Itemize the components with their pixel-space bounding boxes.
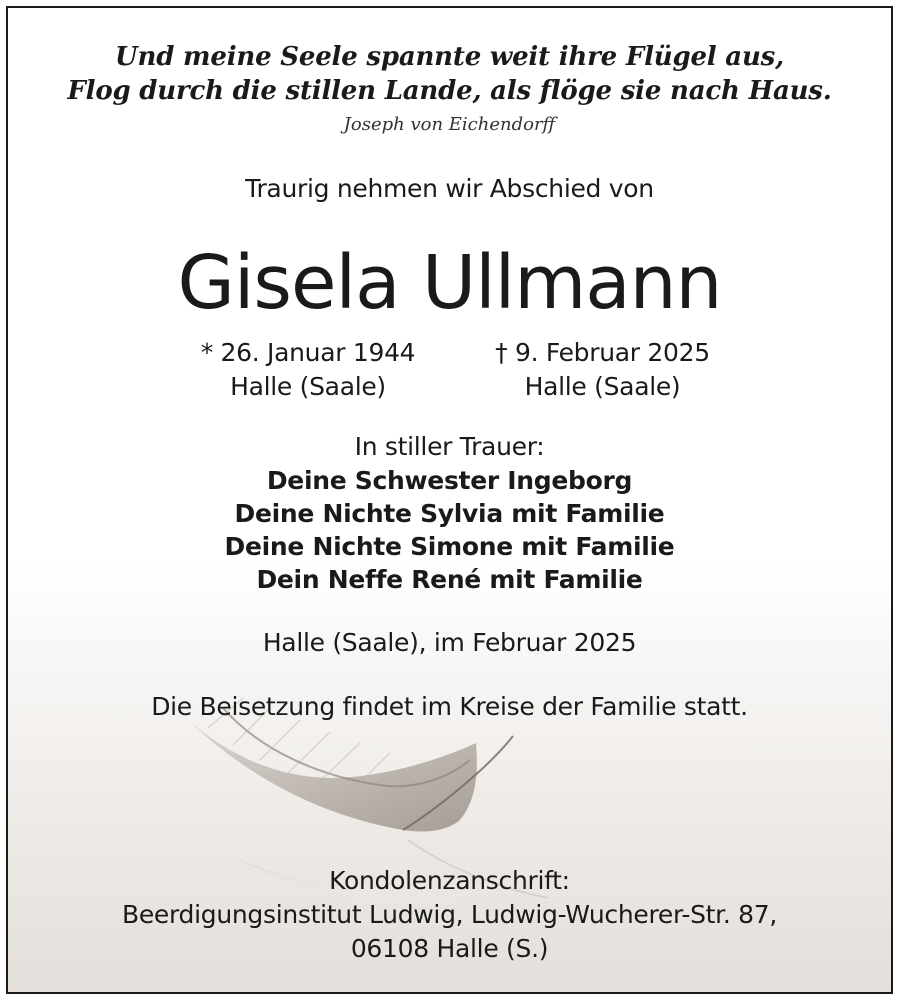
deceased-name: Gisela Ullmann: [177, 240, 722, 326]
condolence-heading: Kondolenzanschrift:: [329, 866, 570, 895]
condolence-address-line-2: 06108 Halle (S.): [350, 934, 549, 963]
birth-place: Halle (Saale): [230, 372, 386, 401]
intro-text: Traurig nehmen wir Abschied von: [245, 174, 654, 203]
place-date: Halle (Saale), im Februar 2025: [262, 628, 637, 657]
quote-line-2: Flog durch die stillen Lande, als flöge sie nach Haus.: [67, 76, 832, 106]
quote-author: Joseph von Eichendorff: [343, 114, 556, 135]
funeral-note: Die Beisetzung findet im Kreise der Familie statt.: [151, 692, 748, 721]
mourner-name: Deine Nichte Simone mit Familie: [224, 532, 675, 561]
quote-line-1: Und meine Seele spannte weit ihre Flügel aus,: [115, 42, 784, 72]
birth-date: * 26. Januar 1944: [200, 338, 416, 367]
death-date: † 9. Februar 2025: [495, 338, 710, 367]
condolence-address-line-1: Beerdigungsinstitut Ludwig, Ludwig-Wucherer-Str. 87,: [122, 900, 777, 929]
birth-info: [178, 336, 438, 404]
mourner-name: Dein Neffe René mit Familie: [256, 565, 643, 594]
obituary-notice: [6, 6, 893, 994]
mourners-heading: In stiller Trauer:: [354, 432, 545, 461]
death-place: Halle (Saale): [524, 372, 681, 401]
death-info: [470, 336, 735, 404]
mourner-name: Deine Schwester Ingeborg: [266, 466, 633, 495]
mourner-name: Deine Nichte Sylvia mit Familie: [234, 499, 665, 528]
life-dates: [8, 336, 891, 406]
